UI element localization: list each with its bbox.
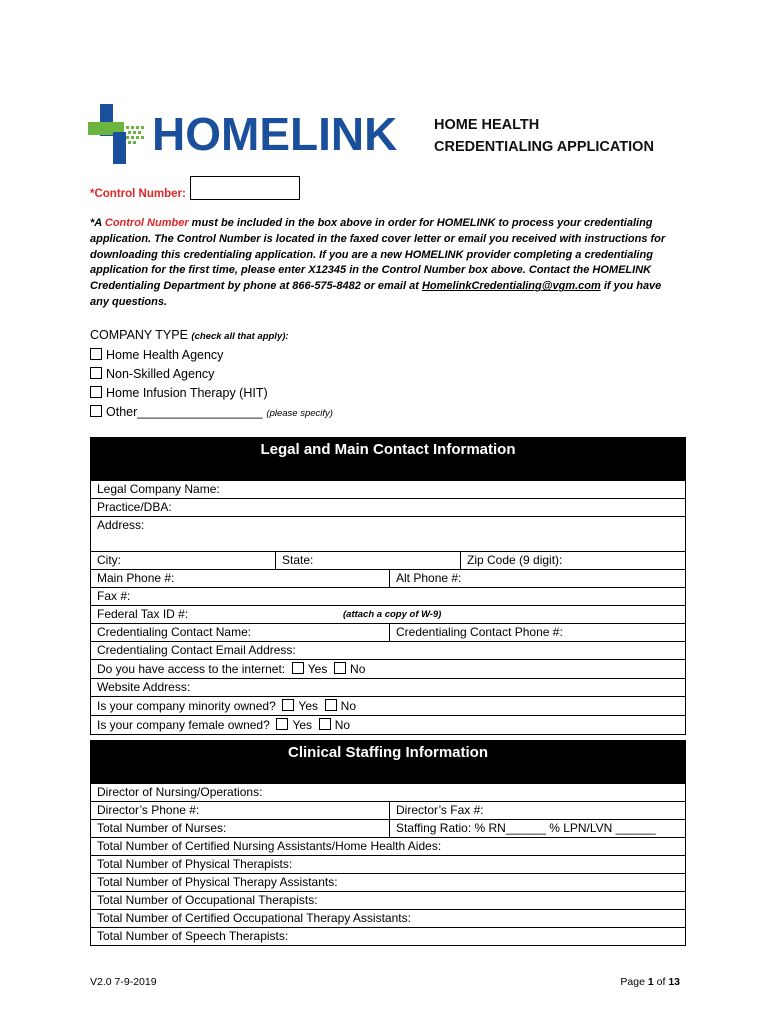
question-label: Do you have access to the internet:: [97, 662, 286, 676]
state-field[interactable]: State:: [275, 552, 313, 569]
director-phone-field[interactable]: Director’s Phone #:: [97, 803, 200, 817]
field-label: Website Address:: [97, 680, 191, 694]
title-line-1: HOME HEALTH: [434, 117, 540, 133]
option-label: Other__________________: [106, 405, 263, 419]
cred-contact-email-field[interactable]: [90, 642, 686, 660]
other-hint: (please specify): [266, 408, 333, 419]
company-type-colon: :: [285, 331, 289, 342]
field-label: Total Number of Speech Therapists:: [97, 929, 289, 943]
checkbox[interactable]: [90, 405, 102, 417]
legal-company-name-field[interactable]: [90, 481, 686, 499]
section-heading: Legal and Main Contact Information: [90, 437, 686, 481]
no-checkbox[interactable]: [334, 662, 346, 674]
female-question: [91, 716, 350, 734]
internet-question: [91, 660, 365, 678]
yes-checkbox[interactable]: [282, 699, 294, 711]
question-label: Is your company female owned?: [97, 718, 270, 732]
question-label: Is your company minority owned?: [97, 699, 276, 713]
field-label: Fax #:: [97, 589, 131, 603]
no-label: No: [334, 718, 351, 732]
page-of: of: [653, 976, 669, 988]
field-label: Address:: [97, 518, 145, 532]
minority-question: [91, 697, 356, 715]
control-number-input[interactable]: [190, 176, 300, 200]
notice-highlight: Control Number: [104, 217, 189, 229]
attach-w9-note: (attach a copy of W-9): [343, 609, 442, 620]
city-state-zip-row: [90, 552, 686, 570]
option-label: Home Infusion Therapy (HIT): [106, 386, 268, 400]
no-checkbox[interactable]: [319, 718, 331, 730]
director-field[interactable]: [90, 784, 686, 802]
field-label: Total Number of Physical Therapy Assistants:: [97, 875, 338, 889]
page-current: 1: [647, 976, 654, 988]
logo-wordmark: HOMELINK: [152, 108, 398, 160]
field-label: Total Number of Certified Occupational Therapy Assistants:: [97, 911, 411, 925]
checkbox[interactable]: [90, 386, 102, 398]
field-label: Director of Nursing/Operations:: [97, 785, 263, 799]
company-type-heading: [90, 326, 333, 346]
main-phone-field[interactable]: Main Phone #:: [97, 571, 175, 585]
version-label: V2.0 7-9-2019: [90, 976, 157, 988]
zip-field[interactable]: Zip Code (9 digit):: [460, 552, 562, 569]
page-number: [620, 976, 680, 988]
fax-field[interactable]: [90, 588, 686, 606]
control-number-label: *Control Number:: [90, 188, 186, 200]
alt-phone-field[interactable]: Alt Phone #:: [389, 570, 461, 587]
company-type-section: [90, 326, 333, 423]
field-label: Total Number of Certified Nursing Assistants/Home Health Aides:: [97, 839, 442, 853]
title-line-2: CREDENTIALING APPLICATION: [434, 139, 654, 155]
legal-contact-section: [90, 437, 686, 735]
notice-prefix: *A: [90, 217, 105, 229]
option-label: Non-Skilled Agency: [106, 367, 215, 381]
page-prefix: Page: [620, 976, 648, 988]
checkbox[interactable]: [90, 348, 102, 360]
yes-checkbox[interactable]: [276, 718, 288, 730]
company-type-option[interactable]: [90, 346, 333, 365]
clinical-staffing-section: [90, 740, 686, 946]
address-field[interactable]: [90, 517, 686, 552]
pt-field[interactable]: [90, 856, 686, 874]
no-label: No: [340, 699, 357, 713]
cred-contact-name-field[interactable]: Credentialing Contact Name:: [97, 625, 252, 639]
staffing-ratio-field[interactable]: Staffing Ratio: % RN______ % LPN/LVN ______: [389, 820, 656, 837]
homelink-logo: [88, 104, 424, 164]
director-fax-field[interactable]: Director’s Fax #:: [389, 802, 484, 819]
yes-label: Yes: [298, 699, 318, 713]
total-nurses-field[interactable]: Total Number of Nurses:: [97, 821, 227, 835]
no-label: No: [350, 662, 366, 676]
credentialing-contact-row: [90, 624, 686, 642]
phone-row: [90, 570, 686, 588]
notice-email-link[interactable]: HomelinkCredentialing@vgm.com: [421, 280, 601, 293]
field-label: Federal Tax ID #:: [97, 607, 189, 621]
ot-field[interactable]: [90, 892, 686, 910]
pta-field[interactable]: [90, 874, 686, 892]
federal-tax-id-field[interactable]: [90, 606, 686, 624]
yes-label: Yes: [307, 662, 328, 676]
no-checkbox[interactable]: [325, 699, 337, 711]
company-type-hint: (check all that apply): [191, 331, 286, 342]
company-type-option[interactable]: [90, 384, 333, 403]
field-label: Total Number of Occupational Therapists:: [97, 893, 318, 907]
yes-label: Yes: [292, 718, 313, 732]
company-type-option[interactable]: [90, 403, 333, 423]
cred-contact-phone-field[interactable]: Credentialing Contact Phone #:: [389, 624, 563, 641]
female-owned-row: [90, 716, 686, 735]
control-number-notice: [90, 216, 680, 311]
city-field[interactable]: City:: [97, 553, 121, 567]
website-field[interactable]: [90, 679, 686, 697]
field-label: Legal Company Name:: [97, 482, 220, 496]
checkbox[interactable]: [90, 367, 102, 379]
yes-checkbox[interactable]: [292, 662, 304, 674]
option-label: Home Health Agency: [106, 348, 224, 362]
field-label: Credentialing Contact Email Address:: [97, 643, 296, 657]
practice-dba-field[interactable]: [90, 499, 686, 517]
cota-field[interactable]: [90, 910, 686, 928]
director-phone-fax-row: [90, 802, 686, 820]
field-label: Practice/DBA:: [97, 500, 172, 514]
minority-owned-row: [90, 697, 686, 716]
company-type-option[interactable]: [90, 365, 333, 384]
document-title: [434, 114, 654, 158]
cna-hha-field[interactable]: [90, 838, 686, 856]
nurses-ratio-row: [90, 820, 686, 838]
notice-suffix: if you have any questions.: [90, 280, 662, 308]
notice-body: must be included in the box above in order for HOMELINK to process your credentialing application. The Control Number is located in the faxed cover letter or email you received with instructions for downloading this credentialing application. If you are a new HOMELINK provider completing a credentialing application for the first time, please enter X12345 in the Control Number box above. Contact the HOMELINK Credentialing Department by phone at 866-575-8482 or email at: [90, 217, 666, 293]
page-total: 13: [668, 976, 680, 988]
section-heading: Clinical Staffing Information: [90, 740, 686, 784]
field-label: Total Number of Physical Therapists:: [97, 857, 293, 871]
company-type-title: COMPANY TYPE: [90, 328, 192, 342]
internet-access-row: [90, 660, 686, 679]
st-field[interactable]: [90, 928, 686, 946]
